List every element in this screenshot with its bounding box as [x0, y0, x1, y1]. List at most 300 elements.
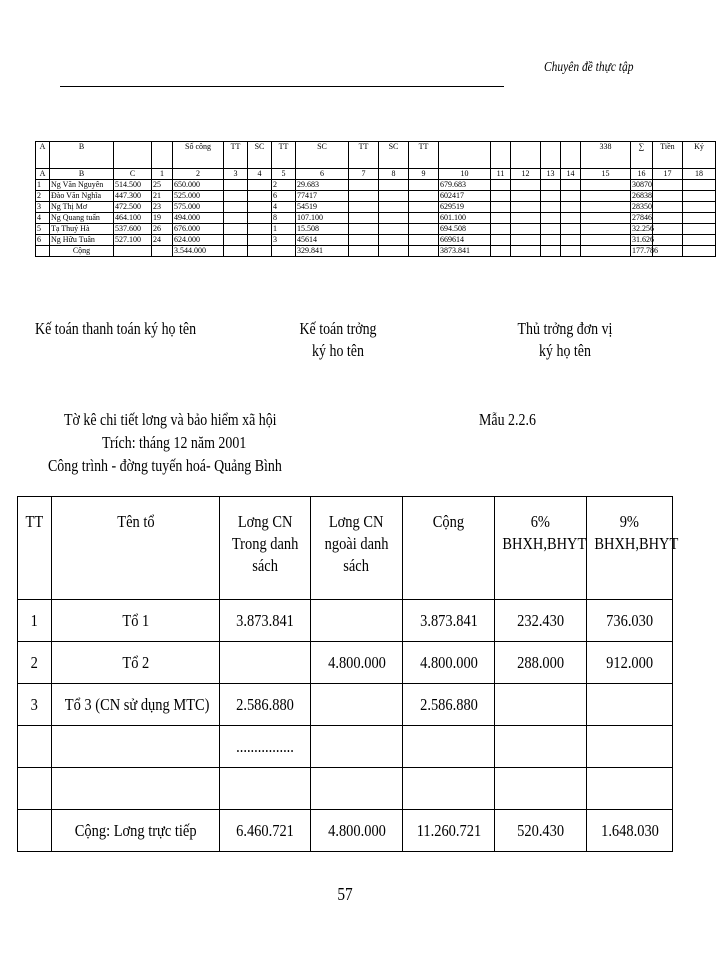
ledger-cell [653, 224, 683, 235]
ledger-row [36, 235, 716, 246]
ledger-cell [224, 213, 248, 224]
ledger-cell: 3 [36, 202, 50, 213]
ledger-cell: 29.683 [296, 180, 349, 191]
ledger-header-cell [114, 142, 152, 169]
main-header-cell [311, 497, 403, 600]
ledger-header-cell [439, 142, 491, 169]
ledger-cell: 26 [152, 224, 173, 235]
ledger-cell: 602417 [439, 191, 491, 202]
main-header-line: Lơng CN [329, 512, 384, 531]
ledger-subheader-cell: C [114, 169, 152, 180]
ledger-subheader-cell: 2 [173, 169, 224, 180]
main-cell-value: 912.000 [606, 652, 653, 672]
ledger-cell: 107.100 [296, 213, 349, 224]
ledger-cell: 650.000 [173, 180, 224, 191]
ledger-cell: 527.100 [114, 235, 152, 246]
main-cell [220, 768, 311, 810]
main-cell-value: 3.873.841 [419, 610, 478, 630]
ledger-cell [248, 202, 272, 213]
ledger-subheader-cell: 1 [152, 169, 173, 180]
main-cell [495, 684, 587, 726]
main-header-line: sách [252, 556, 278, 575]
main-row [18, 642, 673, 684]
main-cell-value: 3.873.841 [236, 610, 294, 630]
ledger-cell [349, 202, 379, 213]
document-header-title: Chuyên đề thực tập [544, 60, 634, 75]
ledger-cell [224, 235, 248, 246]
main-header-line: 9% [619, 512, 640, 531]
ledger-cell [248, 180, 272, 191]
ledger-cell [683, 191, 716, 202]
main-cell-value: 2.586.880 [419, 694, 478, 714]
ledger-cell [581, 191, 631, 202]
ledger-cell [379, 180, 409, 191]
main-cell [52, 810, 220, 852]
main-cell [495, 600, 587, 642]
ledger-cell [561, 213, 581, 224]
ledger-cell: Đào Văn Nghĩa [50, 191, 114, 202]
ledger-cell: 23 [152, 202, 173, 213]
ledger-cell [248, 213, 272, 224]
main-cell-value: 11.260.721 [416, 820, 481, 840]
ledger-cell [541, 246, 561, 257]
ledger-cell [409, 224, 439, 235]
ledger-cell [248, 224, 272, 235]
main-cell [18, 768, 52, 810]
main-row [18, 600, 673, 642]
ledger-header-cell: Tiền [653, 142, 683, 169]
ledger-cell: 624.000 [173, 235, 224, 246]
ledger-cell [349, 180, 379, 191]
signature-payment-accountant: Kế toán thanh toán ký họ tên [35, 319, 197, 338]
main-header-line: Lơng CN [237, 512, 293, 531]
ledger-cell: 669614 [439, 235, 491, 246]
ledger-cell: Ng Quang tuấn [50, 213, 114, 224]
ledger-header-cell: ∑ [631, 142, 653, 169]
ledger-header-cell: TT [349, 142, 379, 169]
ledger-cell [511, 213, 541, 224]
ledger-subheader-cell: 13 [541, 169, 561, 180]
main-header-line: BHXH,BHYT [594, 534, 679, 553]
main-cell [52, 726, 220, 768]
ledger-cell: 3873.841 [439, 246, 491, 257]
ledger-cell [511, 202, 541, 213]
ledger-cell [409, 202, 439, 213]
ledger-cell: 54519 [296, 202, 349, 213]
ledger-cell: 15.508 [296, 224, 349, 235]
ledger-cell: 679.683 [439, 180, 491, 191]
ledger-row [36, 202, 716, 213]
ledger-cell: 21 [152, 191, 173, 202]
ledger-cell [541, 235, 561, 246]
ledger-cell [36, 246, 50, 257]
ledger-cell [683, 224, 716, 235]
ledger-row [36, 180, 716, 191]
ledger-cell [581, 224, 631, 235]
main-cell [52, 642, 220, 684]
main-header-cell [495, 497, 587, 600]
ledger-cell [581, 213, 631, 224]
ledger-cell: 6 [36, 235, 50, 246]
ledger-cell [541, 213, 561, 224]
main-header-cell [220, 497, 311, 600]
main-cell-value: ................ [236, 736, 294, 756]
ledger-cell [581, 180, 631, 191]
ledger-cell [491, 235, 511, 246]
ledger-cell: Ng Thị Mơ [50, 202, 114, 213]
main-cell [311, 684, 403, 726]
ledger-subheader-cell: 18 [683, 169, 716, 180]
ledger-row [36, 191, 716, 202]
ledger-cell [491, 246, 511, 257]
main-cell-value: 1.648.030 [600, 820, 659, 840]
ledger-cell [541, 191, 561, 202]
ledger-cell [491, 224, 511, 235]
main-cell-value: 4.800.000 [327, 652, 386, 672]
ledger-cell [511, 235, 541, 246]
main-cell [403, 684, 495, 726]
main-cell-value: Tổ 3 (CN sử dụng MTC) [64, 694, 210, 714]
ledger-cell [561, 235, 581, 246]
ledger-row [36, 246, 716, 257]
ledger-cell [349, 224, 379, 235]
ledger-subheader-cell: 7 [349, 169, 379, 180]
ledger-cell [224, 246, 248, 257]
salary-insurance-table [17, 496, 679, 852]
main-cell [311, 642, 403, 684]
main-cell [220, 684, 311, 726]
main-cell [18, 684, 52, 726]
ledger-cell: 24 [152, 235, 173, 246]
ledger-header-cell [511, 142, 541, 169]
main-cell-value: Cộng: Lơng trực tiếp [74, 820, 197, 840]
ledger-header-cell: TT [409, 142, 439, 169]
ledger-cell [561, 191, 581, 202]
signature-head-of-unit: Thủ trởng đơn vị ký họ tên [517, 319, 613, 360]
ledger-header-cell: Ký [683, 142, 716, 169]
ledger-header-cell: SC [379, 142, 409, 169]
ledger-cell [409, 191, 439, 202]
ledger-cell [653, 202, 683, 213]
ledger-cell [224, 191, 248, 202]
ledger-cell: 472.500 [114, 202, 152, 213]
ledger-cell: 537.600 [114, 224, 152, 235]
ledger-cell: 2 [36, 191, 50, 202]
main-cell [495, 726, 587, 768]
ledger-cell [248, 246, 272, 257]
ledger-cell [409, 213, 439, 224]
ledger-cell: 8 [272, 213, 296, 224]
ledger-cell [541, 202, 561, 213]
ledger-cell: 26838 [632, 191, 652, 200]
main-cell [52, 600, 220, 642]
main-header-cell [18, 497, 52, 600]
ledger-header-cell [561, 142, 581, 169]
main-header-line: Trong danh [231, 534, 299, 553]
main-cell [587, 600, 673, 642]
ledger-cell [653, 235, 683, 246]
ledger-cell [491, 213, 511, 224]
main-cell-value: Tổ 2 [122, 652, 149, 672]
main-cell [403, 726, 495, 768]
ledger-cell: 694.508 [439, 224, 491, 235]
main-header-line: Tên tổ [116, 512, 155, 531]
main-cell-value: 6.460.721 [236, 820, 294, 840]
ledger-cell: 77417 [296, 191, 349, 202]
ledger-cell [511, 224, 541, 235]
ledger-cell [511, 191, 541, 202]
ledger-cell: 3 [272, 235, 296, 246]
report-project: Công trình - đờng tuyến hoá- Quảng Bình [48, 456, 282, 475]
ledger-header-cell: 338 [581, 142, 631, 169]
ledger-subheader-cell: 16 [631, 169, 653, 180]
ledger-cell [114, 246, 152, 257]
ledger-cell: 32.256 [632, 224, 654, 233]
ledger-subheader-cell: 3 [224, 169, 248, 180]
main-cell [18, 642, 52, 684]
ledger-cell [683, 235, 716, 246]
ledger-cell: 2 [272, 180, 296, 191]
ledger-cell: 464.100 [114, 213, 152, 224]
ledger-header-cell: TT [224, 142, 248, 169]
main-header-row [18, 497, 673, 600]
main-row [18, 810, 673, 852]
ledger-cell [561, 180, 581, 191]
ledger-cell [349, 191, 379, 202]
ledger-header-row [36, 142, 716, 169]
ledger-subheader-cell: 4 [248, 169, 272, 180]
ledger-cell [248, 235, 272, 246]
ledger-cell [224, 180, 248, 191]
ledger-cell: 1 [36, 180, 50, 191]
page-number: 57 [337, 884, 353, 904]
ledger-cell [491, 191, 511, 202]
ledger-cell [379, 191, 409, 202]
main-cell [403, 768, 495, 810]
main-cell [220, 810, 311, 852]
ledger-subheader-cell: 11 [491, 169, 511, 180]
main-cell [587, 684, 673, 726]
ledger-header-cell [541, 142, 561, 169]
ledger-subheader-cell: A [36, 169, 50, 180]
main-cell [18, 810, 52, 852]
report-title: Tờ kê chi tiết lơng và bảo hiểm xã hội [64, 410, 277, 429]
main-cell [311, 726, 403, 768]
ledger-cell: 31.626 [632, 235, 654, 244]
ledger-cell: 27846 [632, 213, 652, 222]
ledger-cell [248, 191, 272, 202]
ledger-cell: Cộng [50, 246, 114, 257]
ledger-cell [683, 180, 716, 191]
main-cell [495, 768, 587, 810]
ledger-cell [561, 202, 581, 213]
ledger-cell: 3.544.000 [173, 246, 224, 257]
ledger-cell [653, 180, 683, 191]
ledger-cell [683, 202, 716, 213]
main-cell-value: 1 [30, 610, 39, 630]
ledger-cell: 575.000 [173, 202, 224, 213]
ledger-cell: Ng Văn Nguyên [50, 180, 114, 191]
main-cell-value: 736.030 [606, 610, 653, 630]
ledger-cell [683, 213, 716, 224]
main-cell [52, 684, 220, 726]
main-cell-value: 4.800.000 [327, 820, 386, 840]
main-cell-value: 4.800.000 [419, 652, 478, 672]
main-cell [311, 768, 403, 810]
main-cell [587, 726, 673, 768]
ledger-header-cell: TT [272, 142, 296, 169]
ledger-cell: 494.000 [173, 213, 224, 224]
ledger-cell [581, 246, 631, 257]
header-rule [60, 86, 504, 87]
ledger-subheader-row [36, 169, 716, 180]
ledger-subheader-cell: 10 [439, 169, 491, 180]
main-cell [220, 600, 311, 642]
main-cell-value: 288.000 [517, 652, 564, 672]
ledger-cell: 4 [272, 202, 296, 213]
ledger-cell: Ng Hữu Tuân [50, 235, 114, 246]
ledger-cell: 25 [152, 180, 173, 191]
ledger-cell: 1 [272, 224, 296, 235]
main-cell-value: 3 [30, 694, 39, 714]
ledger-cell [561, 246, 581, 257]
ledger-cell [379, 213, 409, 224]
ledger-cell [152, 246, 173, 257]
ledger-cell: Tạ Thuý Hà [50, 224, 114, 235]
main-header-line: TT [25, 512, 44, 531]
ledger-cell: 30870 [632, 180, 652, 189]
main-cell [587, 810, 673, 852]
ledger-cell [349, 246, 379, 257]
main-header-line: ngoài danh [324, 534, 389, 553]
ledger-subheader-cell: 8 [379, 169, 409, 180]
ledger-subheader-cell: 17 [653, 169, 683, 180]
main-cell-value: 232.430 [517, 610, 564, 630]
ledger-cell [581, 235, 631, 246]
ledger-row [36, 213, 716, 224]
main-cell-value: Tổ 1 [122, 610, 149, 630]
ledger-header-cell: B [50, 142, 114, 169]
main-cell [311, 600, 403, 642]
ledger-cell [511, 180, 541, 191]
main-cell-value: 2.586.880 [236, 694, 294, 714]
ledger-header-cell: A [36, 142, 50, 169]
ledger-header-cell [152, 142, 173, 169]
signature-chief-accountant: Kế toán trởng ký ho tên [299, 319, 377, 360]
ledger-cell: 5 [36, 224, 50, 235]
ledger-cell [683, 246, 716, 257]
main-cell [220, 642, 311, 684]
ledger-cell: 45614 [296, 235, 349, 246]
main-header-line: sách [343, 556, 370, 575]
ledger-cell [561, 224, 581, 235]
main-cell [311, 810, 403, 852]
main-cell [587, 642, 673, 684]
main-cell [495, 642, 587, 684]
main-row [18, 684, 673, 726]
ledger-header-cell: SC [296, 142, 349, 169]
main-cell [18, 726, 52, 768]
ledger-cell [224, 202, 248, 213]
ledger-header-cell [491, 142, 511, 169]
ledger-cell: 6 [272, 191, 296, 202]
main-cell-value: 2 [30, 652, 39, 672]
main-row [18, 768, 673, 810]
ledger-subheader-cell: 14 [561, 169, 581, 180]
main-header-line: BHXH,BHYT [502, 534, 587, 553]
ledger-subheader-cell: 9 [409, 169, 439, 180]
main-cell [220, 726, 311, 768]
main-cell [18, 600, 52, 642]
ledger-cell [541, 180, 561, 191]
ledger-cell: 329.841 [296, 246, 349, 257]
ledger-cell [349, 213, 379, 224]
ledger-cell [511, 246, 541, 257]
ledger-subheader-cell: 12 [511, 169, 541, 180]
ledger-cell: 177.786 [632, 246, 658, 255]
ledger-cell [409, 180, 439, 191]
ledger-cell [379, 246, 409, 257]
main-header-line: 6% [530, 512, 551, 531]
ledger-cell [653, 213, 683, 224]
ledger-cell [272, 246, 296, 257]
report-period: Trích: tháng 12 năm 2001 [102, 433, 247, 452]
main-header-cell [587, 497, 679, 600]
ledger-cell: 676.000 [173, 224, 224, 235]
ledger-subheader-cell: B [50, 169, 114, 180]
ledger-cell: 19 [152, 213, 173, 224]
ledger-row [36, 224, 716, 235]
ledger-subheader-cell: 6 [296, 169, 349, 180]
ledger-cell [349, 235, 379, 246]
form-code: Mẫu 2.2.6 [479, 410, 536, 429]
main-cell-value: 520.430 [517, 820, 564, 840]
ledger-cell: 514.500 [114, 180, 152, 191]
ledger-cell [224, 224, 248, 235]
main-cell [403, 642, 495, 684]
main-row [18, 726, 673, 768]
ledger-cell [541, 224, 561, 235]
ledger-cell: 447.300 [114, 191, 152, 202]
ledger-cell [379, 235, 409, 246]
ledger-cell [379, 224, 409, 235]
main-cell [403, 600, 495, 642]
ledger-header-cell: SC [248, 142, 272, 169]
ledger-cell [491, 180, 511, 191]
ledger-cell: 629519 [439, 202, 491, 213]
ledger-subheader-cell: 5 [272, 169, 296, 180]
ledger-cell [409, 235, 439, 246]
ledger-cell [491, 202, 511, 213]
ledger-cell: 4 [36, 213, 50, 224]
ledger-cell [409, 246, 439, 257]
main-cell [587, 768, 673, 810]
ledger-cell: 601.100 [439, 213, 491, 224]
main-cell [403, 810, 495, 852]
ledger-cell [581, 202, 631, 213]
ledger-cell [653, 191, 683, 202]
main-cell [495, 810, 587, 852]
payroll-ledger-table [35, 141, 716, 257]
ledger-subheader-cell: 15 [581, 169, 631, 180]
ledger-cell: 28350 [632, 202, 652, 211]
ledger-cell: 525.000 [173, 191, 224, 202]
main-header-line: Cộng [432, 512, 465, 531]
main-cell [52, 768, 220, 810]
main-header-cell [403, 497, 495, 600]
main-header-cell [52, 497, 220, 600]
ledger-header-cell: Số công [173, 142, 224, 169]
